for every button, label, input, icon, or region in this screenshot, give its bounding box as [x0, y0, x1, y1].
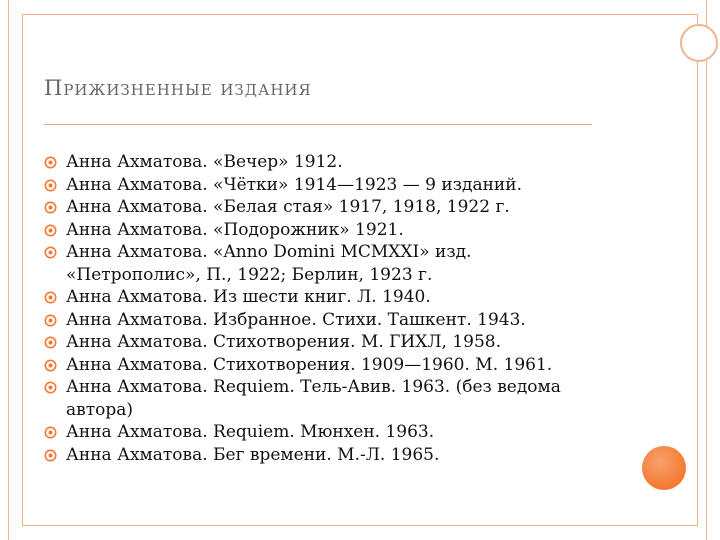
list-item-text: Анна Ахматова. «Подорожник» 1921. [66, 219, 404, 240]
list-item-text: Анна Ахматова. «Anno Domini MCMXXI» изд. «Петрополис», П., 1922; Берлин, 1923 г. [66, 242, 472, 285]
list-item-text: Анна Ахматова. Стихотворения. 1909—1960. М. 1961. [66, 354, 553, 375]
list-item [44, 151, 604, 174]
list-item-text: Анна Ахматова. Requiem. Мюнхен. 1963. [66, 422, 435, 442]
frame-left-line [8, 0, 9, 540]
orange-bullet-icon [44, 246, 57, 259]
list-item [44, 444, 604, 467]
orange-bullet-icon [44, 314, 57, 327]
frame-right-line [706, 0, 707, 540]
list-item [44, 421, 604, 444]
list-item [44, 241, 604, 286]
decorative-circle-orange [642, 446, 686, 490]
orange-bullet-icon [44, 179, 57, 192]
decorative-circle-outline [680, 24, 718, 62]
list-item [44, 376, 604, 421]
orange-bullet-icon [44, 381, 57, 394]
list-item-text: Анна Ахматова. Избранное. Стихи. Ташкент. 1943. [66, 309, 526, 330]
list-item-text: Анна Ахматова. «Вечер» 1912. [66, 152, 343, 172]
orange-bullet-icon [44, 291, 57, 304]
list-item [44, 286, 604, 309]
editions-list [44, 151, 604, 466]
slide-title: Прижизненные издания [44, 76, 312, 100]
list-item-text: Анна Ахматова. «Белая стая» 1917, 1918, 1922 г. [66, 197, 510, 217]
orange-bullet-icon [44, 224, 57, 237]
list-item [44, 309, 604, 332]
orange-bullet-icon [44, 201, 57, 214]
orange-bullet-icon [44, 449, 57, 462]
orange-bullet-icon [44, 426, 57, 439]
list-item-text: Анна Ахматова. Из шести книг. Л. 1940. [66, 287, 431, 307]
list-item [44, 196, 604, 219]
list-item [44, 331, 604, 354]
orange-bullet-icon [44, 336, 57, 349]
list-item [44, 174, 604, 197]
list-item-text: Анна Ахматова. Requiem. Тель-Авив. 1963. (без ведома автора) [66, 377, 561, 420]
list-item-text: Анна Ахматова. Бег времени. М.-Л. 1965. [66, 444, 440, 465]
orange-bullet-icon [44, 156, 57, 169]
list-item-text: Анна Ахматова. «Чётки» 1914—1923 — 9 изданий. [66, 174, 522, 195]
list-item-text: Анна Ахматова. Стихотворения. М. ГИХЛ, 1958. [66, 332, 502, 352]
list-item [44, 354, 604, 377]
title-divider [44, 124, 592, 125]
orange-bullet-icon [44, 359, 57, 372]
list-item [44, 219, 604, 242]
